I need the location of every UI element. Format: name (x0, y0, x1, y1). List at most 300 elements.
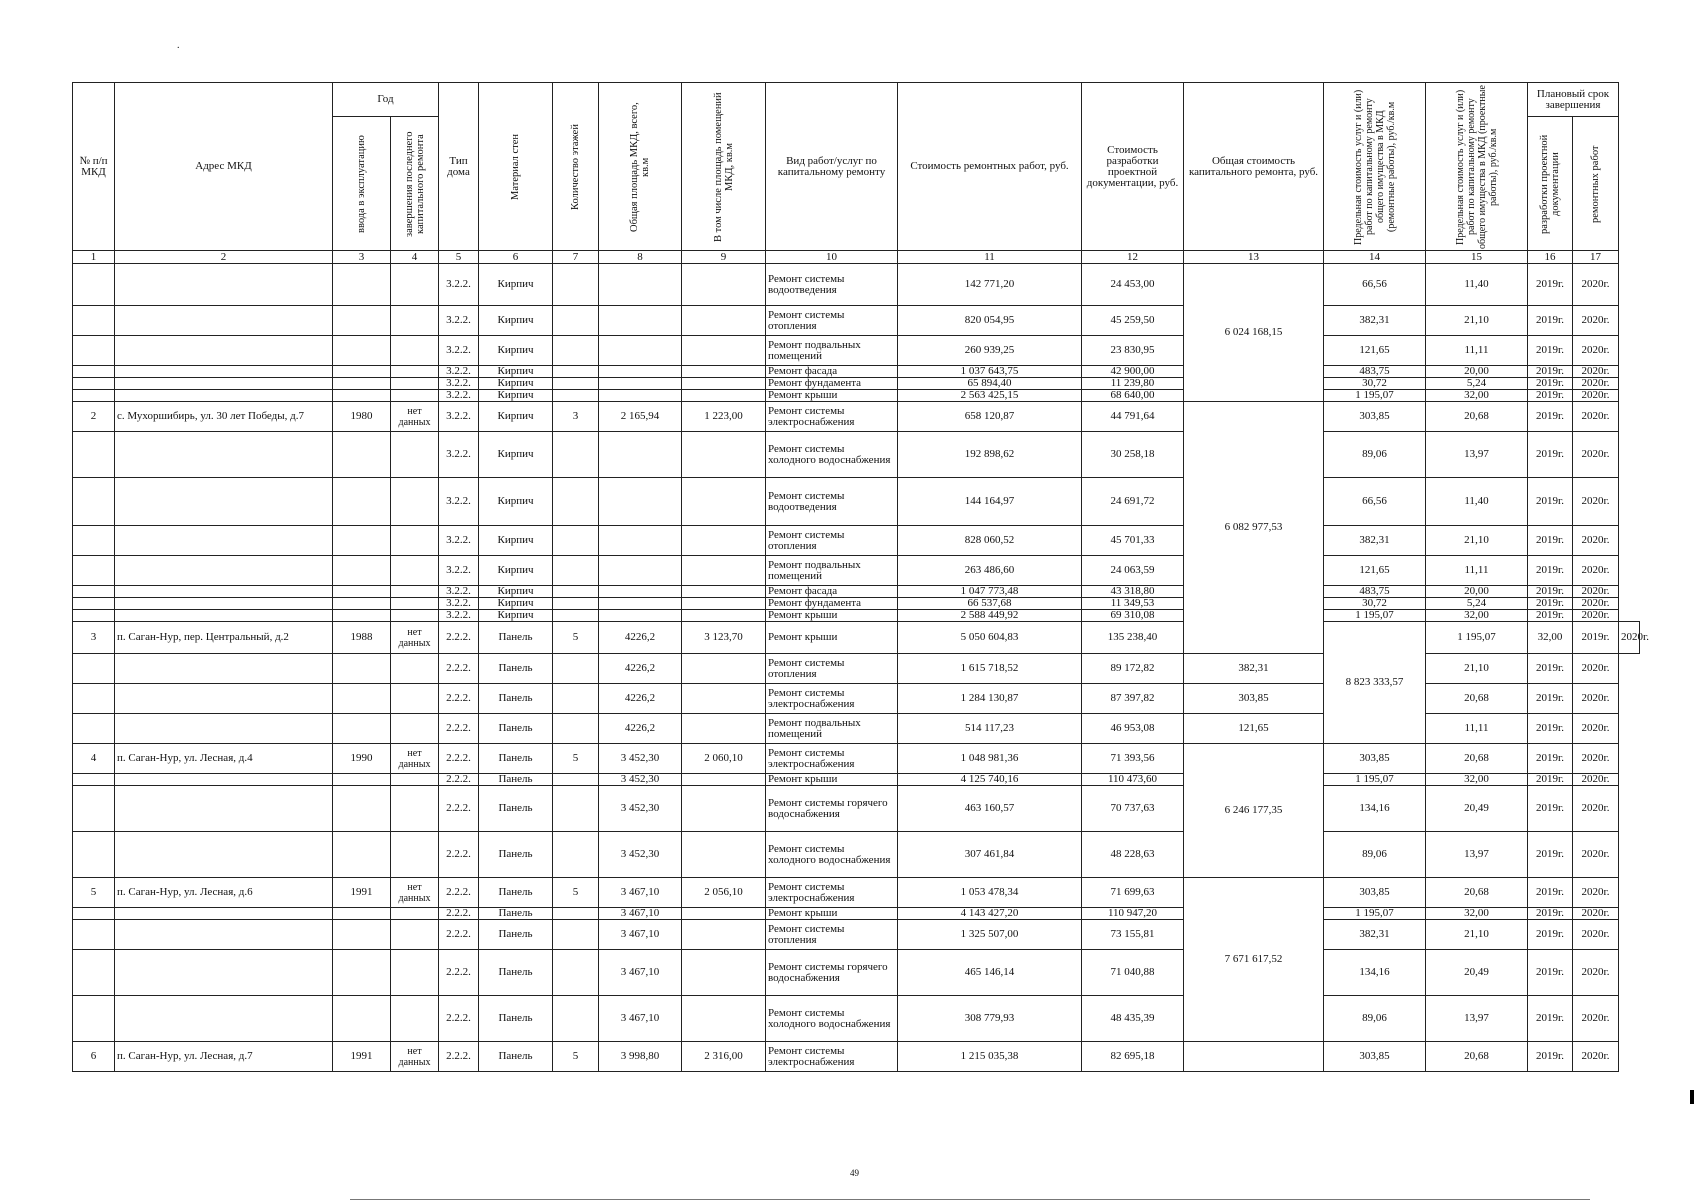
design-cost-cell: 24 691,72 (1082, 478, 1184, 526)
limit-repair-cell: 1 195,07 (1324, 610, 1426, 622)
repair-cost-cell: 820 054,95 (898, 306, 1082, 336)
work-type-cell: Ремонт системы электроснабжения (766, 878, 898, 908)
table-header (73, 83, 1640, 264)
total-cost-cell: 6 082 977,53 (1184, 402, 1324, 654)
limit-repair-cell: 303,85 (1324, 402, 1426, 432)
repair-cost-cell: 4 125 740,16 (898, 774, 1082, 786)
row-number: 3 (73, 622, 115, 654)
total-area-cell (599, 556, 682, 586)
year-last-repair-cell (391, 950, 439, 996)
work-type-cell: Ремонт системы горячего водоснабжения (766, 786, 898, 832)
header-num: № п/п МКД (73, 83, 115, 251)
address-cell: п. Саган-Нур, пер. Центральный, д.2 (115, 622, 333, 654)
limit-design-cell: 5,24 (1426, 598, 1528, 610)
house-type-cell: 3.2.2. (439, 432, 479, 478)
wall-material-cell: Панель (479, 786, 553, 832)
floors-cell (553, 610, 599, 622)
row-number (73, 684, 115, 714)
floors-cell (553, 306, 599, 336)
limit-design-cell: 32,00 (1426, 908, 1528, 920)
table-row (73, 1042, 1640, 1072)
year-last-repair-cell (391, 654, 439, 684)
plan-repair-cell: 2020г. (1573, 586, 1619, 598)
house-type-cell: 2.2.2. (439, 832, 479, 878)
design-cost-cell: 69 310,08 (1082, 610, 1184, 622)
column-number: 15 (1426, 251, 1528, 264)
header-premises-area: В том числе площадь помещений МКД, кв.м (682, 83, 766, 251)
repair-cost-cell: 1 037 643,75 (898, 366, 1082, 378)
year-last-repair-cell (391, 832, 439, 878)
address-cell (115, 684, 333, 714)
row-number: 5 (73, 878, 115, 908)
address-cell (115, 774, 333, 786)
premises-area-cell (682, 526, 766, 556)
floors-cell (553, 950, 599, 996)
plan-repair-cell: 2020г. (1573, 432, 1619, 478)
row-number (73, 556, 115, 586)
address-cell (115, 610, 333, 622)
address-cell (115, 378, 333, 390)
wall-material-cell: Панель (479, 920, 553, 950)
total-area-cell: 4226,2 (599, 684, 682, 714)
house-type-cell: 3.2.2. (439, 306, 479, 336)
plan-repair-cell: 2020г. (1573, 832, 1619, 878)
column-number: 3 (333, 251, 391, 264)
limit-design-cell: 21,10 (1426, 654, 1528, 684)
repair-cost-cell: 1 048 981,36 (898, 744, 1082, 774)
plan-design-cell: 2019г. (1528, 950, 1573, 996)
table-row (73, 378, 1640, 390)
limit-design-cell: 32,00 (1528, 622, 1573, 654)
year-commission-cell (333, 336, 391, 366)
floors-cell (553, 920, 599, 950)
year-commission-cell (333, 556, 391, 586)
work-type-cell: Ремонт крыши (766, 774, 898, 786)
year-commission-cell: 1990 (333, 744, 391, 774)
plan-repair-cell: 2020г. (1573, 598, 1619, 610)
limit-design-cell: 21,10 (1426, 920, 1528, 950)
plan-repair-cell: 2020г. (1573, 478, 1619, 526)
limit-repair-cell: 89,06 (1324, 432, 1426, 478)
year-last-repair-cell: нет данных (391, 744, 439, 774)
header-work-type: Вид работ/услуг по капитальному ремонту (766, 83, 898, 251)
year-last-repair-cell (391, 378, 439, 390)
address-cell (115, 586, 333, 598)
floors-cell (553, 786, 599, 832)
wall-material-cell: Панель (479, 950, 553, 996)
plan-design-cell: 2019г. (1528, 832, 1573, 878)
premises-area-cell (682, 610, 766, 622)
floors-cell: 3 (553, 402, 599, 432)
house-type-cell: 2.2.2. (439, 878, 479, 908)
total-area-cell: 3 998,80 (599, 1042, 682, 1072)
total-area-cell (599, 264, 682, 306)
wall-material-cell: Кирпич (479, 336, 553, 366)
total-cost-cell: 7 671 617,52 (1184, 878, 1324, 1042)
repair-cost-cell: 4 143 427,20 (898, 908, 1082, 920)
plan-design-cell: 2019г. (1528, 786, 1573, 832)
total-area-cell: 3 452,30 (599, 744, 682, 774)
floors-cell (553, 598, 599, 610)
wall-material-cell: Кирпич (479, 402, 553, 432)
plan-repair-cell: 2020г. (1573, 264, 1619, 306)
repair-cost-cell: 144 164,97 (898, 478, 1082, 526)
year-commission-cell (333, 950, 391, 996)
table-row (73, 622, 1640, 654)
repair-cost-cell: 142 771,20 (898, 264, 1082, 306)
total-area-cell: 3 467,10 (599, 878, 682, 908)
design-cost-cell: 110 947,20 (1082, 908, 1184, 920)
scan-mark (1690, 1090, 1694, 1104)
row-number (73, 996, 115, 1042)
limit-design-cell: 11,11 (1426, 556, 1528, 586)
wall-material-cell: Кирпич (479, 366, 553, 378)
row-number (73, 786, 115, 832)
house-type-cell: 3.2.2. (439, 264, 479, 306)
table-row (73, 432, 1640, 478)
limit-design-cell: 32,00 (1426, 610, 1528, 622)
limit-repair-cell: 134,16 (1324, 950, 1426, 996)
house-type-cell: 2.2.2. (439, 996, 479, 1042)
column-number: 6 (479, 251, 553, 264)
year-last-repair-cell: нет данных (391, 402, 439, 432)
plan-design-cell: 2019г. (1528, 402, 1573, 432)
wall-material-cell: Кирпич (479, 586, 553, 598)
wall-material-cell: Панель (479, 744, 553, 774)
year-commission-cell: 1980 (333, 402, 391, 432)
row-number (73, 478, 115, 526)
address-cell (115, 996, 333, 1042)
plan-design-cell: 2019г. (1528, 526, 1573, 556)
year-last-repair-cell (391, 610, 439, 622)
row-number (73, 598, 115, 610)
plan-repair-cell: 2020г. (1573, 744, 1619, 774)
premises-area-cell (682, 908, 766, 920)
limit-design-cell: 20,00 (1426, 366, 1528, 378)
limit-repair-cell: 121,65 (1324, 336, 1426, 366)
address-cell (115, 336, 333, 366)
premises-area-cell: 1 223,00 (682, 402, 766, 432)
premises-area-cell (682, 598, 766, 610)
row-number (73, 366, 115, 378)
design-cost-cell: 71 393,56 (1082, 744, 1184, 774)
plan-design-cell: 2019г. (1528, 378, 1573, 390)
floors-cell (553, 390, 599, 402)
scan-speck: . (177, 40, 180, 51)
plan-design-cell: 2019г. (1528, 598, 1573, 610)
row-number: 6 (73, 1042, 115, 1072)
limit-repair-cell: 121,65 (1324, 556, 1426, 586)
table-row (73, 610, 1640, 622)
total-area-cell: 4226,2 (599, 622, 682, 654)
work-type-cell: Ремонт системы холодного водоснабжения (766, 832, 898, 878)
premises-area-cell (682, 714, 766, 744)
house-type-cell: 3.2.2. (439, 556, 479, 586)
year-last-repair-cell (391, 556, 439, 586)
house-type-cell: 2.2.2. (439, 684, 479, 714)
column-number: 14 (1324, 251, 1426, 264)
floors-cell (553, 478, 599, 526)
header-year-commission: ввода в эксплуатацию (333, 117, 391, 251)
address-cell (115, 714, 333, 744)
repair-cost-cell: 658 120,87 (898, 402, 1082, 432)
plan-design-cell: 2019г. (1528, 366, 1573, 378)
plan-design-cell: 2019г. (1528, 1042, 1573, 1072)
header-wall-material: Материал стен (479, 83, 553, 251)
floors-cell (553, 556, 599, 586)
work-type-cell: Ремонт системы холодного водоснабжения (766, 432, 898, 478)
row-number (73, 920, 115, 950)
year-commission-cell (333, 306, 391, 336)
design-cost-cell: 43 318,80 (1082, 586, 1184, 598)
header-design-cost: Стоимость разработки проектной документации, руб. (1082, 83, 1184, 251)
total-area-cell: 3 452,30 (599, 786, 682, 832)
premises-area-cell (682, 684, 766, 714)
repair-cost-cell: 1 284 130,87 (898, 684, 1082, 714)
table-row (73, 920, 1640, 950)
total-area-cell (599, 598, 682, 610)
house-type-cell: 3.2.2. (439, 526, 479, 556)
design-cost-cell: 68 640,00 (1082, 390, 1184, 402)
wall-material-cell: Кирпич (479, 432, 553, 478)
wall-material-cell: Кирпич (479, 478, 553, 526)
wall-material-cell: Панель (479, 878, 553, 908)
work-type-cell: Ремонт системы электроснабжения (766, 402, 898, 432)
premises-area-cell (682, 478, 766, 526)
limit-repair-cell: 483,75 (1324, 366, 1426, 378)
table-row (73, 336, 1640, 366)
total-cost-cell: 6 024 168,15 (1184, 264, 1324, 402)
plan-design-cell: 2019г. (1528, 556, 1573, 586)
total-area-cell (599, 478, 682, 526)
table-row (73, 586, 1640, 598)
wall-material-cell: Кирпич (479, 306, 553, 336)
work-type-cell: Ремонт системы электроснабжения (766, 1042, 898, 1072)
year-last-repair-cell (391, 920, 439, 950)
limit-design-cell: 5,24 (1426, 378, 1528, 390)
plan-design-cell: 2019г. (1528, 306, 1573, 336)
plan-design-cell: 2019г. (1528, 610, 1573, 622)
table-row (73, 556, 1640, 586)
plan-repair-cell: 2020г. (1573, 336, 1619, 366)
design-cost-cell: 48 435,39 (1082, 996, 1184, 1042)
address-cell (115, 654, 333, 684)
plan-design-cell: 2019г. (1528, 744, 1573, 774)
year-commission-cell: 1991 (333, 1042, 391, 1072)
table-row (73, 950, 1640, 996)
year-commission-cell (333, 610, 391, 622)
repair-cost-cell: 1 047 773,48 (898, 586, 1082, 598)
wall-material-cell: Кирпич (479, 390, 553, 402)
premises-area-cell (682, 654, 766, 684)
limit-design-cell: 20,68 (1426, 878, 1528, 908)
work-type-cell: Ремонт системы электроснабжения (766, 684, 898, 714)
design-cost-cell: 23 830,95 (1082, 336, 1184, 366)
repair-cost-cell: 1 053 478,34 (898, 878, 1082, 908)
limit-design-cell: 11,40 (1426, 264, 1528, 306)
row-number (73, 264, 115, 306)
design-cost-cell: 45 259,50 (1082, 306, 1184, 336)
wall-material-cell: Панель (479, 622, 553, 654)
total-cost-cell (1184, 1042, 1324, 1072)
work-type-cell: Ремонт системы отопления (766, 654, 898, 684)
house-type-cell: 2.2.2. (439, 786, 479, 832)
premises-area-cell (682, 264, 766, 306)
column-number: 2 (115, 251, 333, 264)
year-commission-cell (333, 832, 391, 878)
premises-area-cell (682, 432, 766, 478)
limit-repair-cell: 382,31 (1324, 306, 1426, 336)
header-house-type: Тип дома (439, 83, 479, 251)
plan-repair-cell: 2020г. (1573, 390, 1619, 402)
house-type-cell: 3.2.2. (439, 610, 479, 622)
design-cost-cell: 135 238,40 (1082, 622, 1184, 654)
table-body (73, 264, 1650, 1072)
row-number (73, 610, 115, 622)
repair-cost-cell: 263 486,60 (898, 556, 1082, 586)
header-floors: Количество этажей (553, 83, 599, 251)
house-type-cell: 2.2.2. (439, 654, 479, 684)
year-last-repair-cell (391, 432, 439, 478)
wall-material-cell: Панель (479, 774, 553, 786)
plan-design-cell: 2019г. (1528, 478, 1573, 526)
design-cost-cell: 71 699,63 (1082, 878, 1184, 908)
premises-area-cell (682, 832, 766, 878)
total-cost-cell: 6 246 177,35 (1184, 744, 1324, 878)
floors-cell (553, 832, 599, 878)
limit-repair-cell: 30,72 (1324, 378, 1426, 390)
year-commission-cell (333, 526, 391, 556)
design-cost-cell: 44 791,64 (1082, 402, 1184, 432)
header-year-last-repair: завершения последнего капитального ремонта (391, 117, 439, 251)
table-row (73, 832, 1640, 878)
floors-cell (553, 714, 599, 744)
row-number (73, 832, 115, 878)
year-commission-cell (333, 264, 391, 306)
column-number: 16 (1528, 251, 1573, 264)
premises-area-cell: 2 316,00 (682, 1042, 766, 1072)
design-cost-cell: 48 228,63 (1082, 832, 1184, 878)
limit-repair-cell: 303,85 (1184, 684, 1324, 714)
floors-cell (553, 378, 599, 390)
year-last-repair-cell (391, 598, 439, 610)
plan-repair-cell: 2020г. (1573, 908, 1619, 920)
year-last-repair-cell: нет данных (391, 622, 439, 654)
wall-material-cell: Панель (479, 832, 553, 878)
design-cost-cell: 71 040,88 (1082, 950, 1184, 996)
plan-design-cell: 2019г. (1528, 390, 1573, 402)
row-number (73, 774, 115, 786)
address-cell: п. Саган-Нур, ул. Лесная, д.4 (115, 744, 333, 774)
total-area-cell: 3 467,10 (599, 950, 682, 996)
header-plan-group: Плановый срок завершения (1528, 83, 1619, 117)
row-number (73, 378, 115, 390)
plan-design-cell: 2019г. (1528, 996, 1573, 1042)
row-number (73, 950, 115, 996)
total-area-cell: 3 467,10 (599, 908, 682, 920)
year-last-repair-cell (391, 786, 439, 832)
repair-cost-cell: 1 215 035,38 (898, 1042, 1082, 1072)
total-area-cell (599, 306, 682, 336)
year-last-repair-cell (391, 306, 439, 336)
design-cost-cell: 24 453,00 (1082, 264, 1184, 306)
premises-area-cell (682, 336, 766, 366)
design-cost-cell: 45 701,33 (1082, 526, 1184, 556)
total-area-cell: 4226,2 (599, 714, 682, 744)
column-number-row (73, 251, 1640, 264)
limit-repair-cell: 1 195,07 (1324, 390, 1426, 402)
limit-repair-cell: 1 195,07 (1426, 622, 1528, 654)
row-number (73, 586, 115, 598)
table-row (73, 526, 1640, 556)
wall-material-cell: Кирпич (479, 526, 553, 556)
plan-repair-cell: 2020г. (1573, 774, 1619, 786)
header-limit-design: Предельная стоимость услуг и (или) работ по капитальному ремонту общего имущества в МКД (проектные работы), руб./кв.м (1426, 83, 1528, 251)
row-number (73, 390, 115, 402)
premises-area-cell (682, 306, 766, 336)
wall-material-cell: Панель (479, 1042, 553, 1072)
house-type-cell: 2.2.2. (439, 714, 479, 744)
repair-cost-cell: 1 325 507,00 (898, 920, 1082, 950)
wall-material-cell: Панель (479, 908, 553, 920)
work-type-cell: Ремонт фасада (766, 586, 898, 598)
wall-material-cell: Панель (479, 996, 553, 1042)
plan-design-cell: 2019г. (1528, 774, 1573, 786)
repair-cost-cell: 65 894,40 (898, 378, 1082, 390)
work-type-cell: Ремонт подвальных помещений (766, 556, 898, 586)
header-limit-repair: Предельная стоимость услуг и (или) работ по капитальному ремонту общего имущества в МКД (ремонтные работы), руб./кв.м (1324, 83, 1426, 251)
plan-repair-cell: 2020г. (1573, 402, 1619, 432)
work-type-cell: Ремонт фундамента (766, 378, 898, 390)
house-type-cell: 2.2.2. (439, 908, 479, 920)
limit-repair-cell: 382,31 (1324, 526, 1426, 556)
capital-repair-table (72, 82, 1650, 1072)
limit-repair-cell: 66,56 (1324, 264, 1426, 306)
house-type-cell: 3.2.2. (439, 336, 479, 366)
year-last-repair-cell (391, 684, 439, 714)
table-row (73, 786, 1640, 832)
work-type-cell: Ремонт крыши (766, 390, 898, 402)
work-type-cell: Ремонт фасада (766, 366, 898, 378)
floors-cell: 5 (553, 744, 599, 774)
work-type-cell: Ремонт системы водоотведения (766, 264, 898, 306)
table-row (73, 402, 1640, 432)
wall-material-cell: Панель (479, 714, 553, 744)
repair-cost-cell: 463 160,57 (898, 786, 1082, 832)
repair-cost-cell: 828 060,52 (898, 526, 1082, 556)
plan-repair-cell: 2020г. (1573, 654, 1619, 684)
design-cost-cell: 30 258,18 (1082, 432, 1184, 478)
limit-design-cell: 20,68 (1426, 402, 1528, 432)
limit-design-cell: 20,68 (1426, 1042, 1528, 1072)
year-last-repair-cell (391, 774, 439, 786)
floors-cell (553, 586, 599, 598)
year-commission-cell (333, 920, 391, 950)
plan-design-cell: 2019г. (1528, 684, 1573, 714)
premises-area-cell (682, 586, 766, 598)
premises-area-cell: 2 060,10 (682, 744, 766, 774)
plan-repair-cell: 2020г. (1573, 786, 1619, 832)
limit-design-cell: 11,40 (1426, 478, 1528, 526)
address-cell (115, 306, 333, 336)
design-cost-cell: 42 900,00 (1082, 366, 1184, 378)
address-cell (115, 786, 333, 832)
address-cell (115, 478, 333, 526)
table-row (73, 306, 1640, 336)
floors-cell (553, 654, 599, 684)
work-type-cell: Ремонт фундамента (766, 598, 898, 610)
row-number: 2 (73, 402, 115, 432)
